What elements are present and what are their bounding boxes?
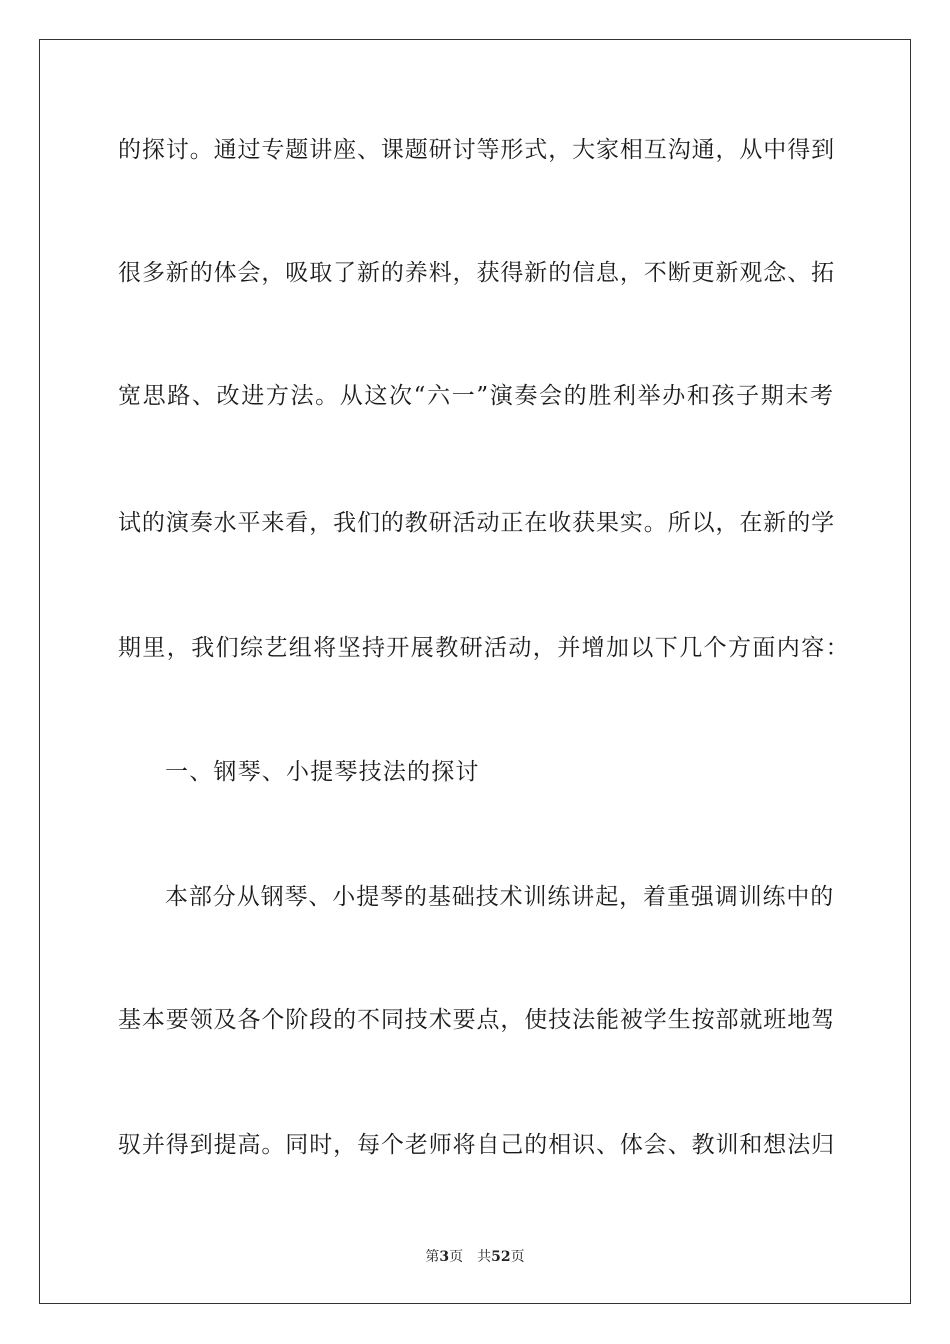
paragraph-line-8: 驭并得到提高。同时，每个老师将自己的相识、体会、教训和想法归 xyxy=(118,1132,835,1158)
paragraph-line-7: 基本要领及各个阶段的不同技术要点，使技法能被学生按部就班地驾 xyxy=(118,1007,835,1033)
footer-page-prefix: 第 xyxy=(425,1249,440,1265)
paragraph-line-5: 期里，我们综艺组将坚持开展教研活动，并增加以下几个方面内容： xyxy=(118,635,850,661)
footer-total-prefix: 共 xyxy=(477,1249,492,1265)
paragraph-line-1: 的探讨。通过专题讲座、课题研讨等形式，大家相互沟通，从中得到 xyxy=(118,137,835,163)
footer-page-number: 3 xyxy=(439,1249,450,1265)
paragraph-line-6: 本部分从钢琴、小提琴的基础技术训练讲起，着重强调训练中的 xyxy=(165,884,835,910)
paragraph-line-2: 很多新的体会，吸取了新的养料，获得新的信息，不断更新观念、拓 xyxy=(118,260,835,286)
paragraph-line-4: 试的演奏水平来看，我们的教研活动正在收获果实。所以，在新的学 xyxy=(118,510,835,536)
footer-total-pages: 52 xyxy=(491,1249,511,1265)
footer-total-unit: 页 xyxy=(510,1249,525,1265)
page-footer xyxy=(0,1248,950,1266)
page-border xyxy=(39,39,911,1304)
footer-page-unit: 页 xyxy=(449,1249,464,1265)
section-heading: 一、钢琴、小提琴技法的探讨 xyxy=(165,759,480,785)
paragraph-line-3: 宽思路、改进方法。从这次“六一”演奏会的胜利举办和孩子期末考 xyxy=(118,383,834,409)
